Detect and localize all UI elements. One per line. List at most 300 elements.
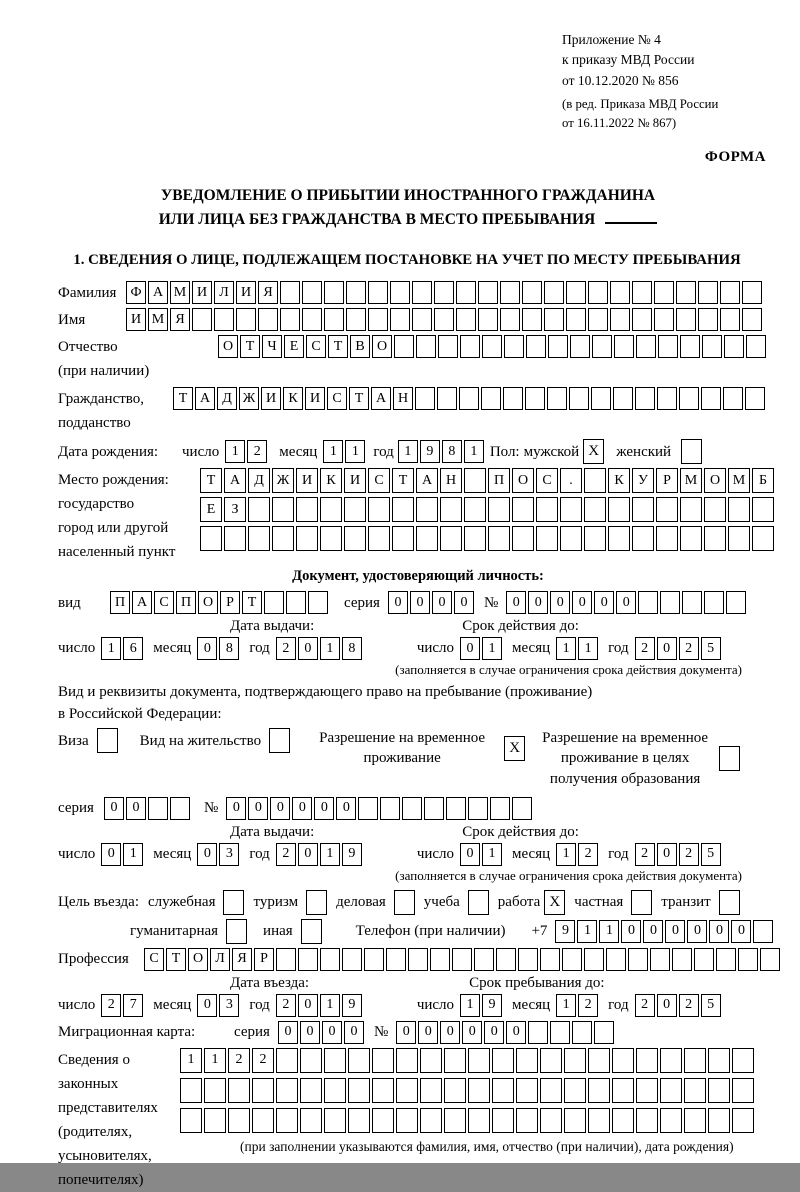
char-box[interactable] bbox=[635, 387, 655, 410]
char-box[interactable] bbox=[732, 1048, 754, 1073]
char-box[interactable] bbox=[276, 1048, 298, 1073]
char-box[interactable] bbox=[753, 920, 773, 943]
char-box[interactable]: К bbox=[320, 468, 342, 493]
purpose-official-checkbox[interactable] bbox=[223, 890, 244, 915]
char-box[interactable]: О bbox=[704, 468, 726, 493]
char-box[interactable] bbox=[298, 948, 318, 971]
char-box[interactable] bbox=[324, 308, 344, 331]
char-box[interactable] bbox=[324, 281, 344, 304]
char-box[interactable] bbox=[228, 1078, 250, 1103]
char-box[interactable]: А bbox=[148, 281, 168, 304]
char-box[interactable] bbox=[682, 591, 702, 614]
char-box[interactable] bbox=[701, 387, 721, 410]
char-box[interactable] bbox=[364, 948, 384, 971]
char-box[interactable] bbox=[540, 1048, 562, 1073]
char-box[interactable]: С bbox=[327, 387, 347, 410]
char-box[interactable]: Б bbox=[752, 468, 774, 493]
char-box[interactable] bbox=[547, 387, 567, 410]
char-box[interactable]: М bbox=[728, 468, 750, 493]
char-box[interactable]: 2 bbox=[247, 440, 267, 463]
char-box[interactable]: И bbox=[261, 387, 281, 410]
char-box[interactable]: 8 bbox=[342, 637, 362, 660]
char-box[interactable]: И bbox=[344, 468, 366, 493]
char-box[interactable] bbox=[392, 526, 414, 551]
char-box[interactable] bbox=[628, 948, 648, 971]
char-box[interactable]: А bbox=[195, 387, 215, 410]
char-box[interactable] bbox=[672, 948, 692, 971]
char-box[interactable] bbox=[416, 526, 438, 551]
char-box[interactable] bbox=[660, 591, 680, 614]
char-box[interactable] bbox=[638, 591, 658, 614]
char-box[interactable]: 0 bbox=[643, 920, 663, 943]
char-box[interactable] bbox=[264, 591, 284, 614]
char-box[interactable] bbox=[276, 1078, 298, 1103]
char-box[interactable] bbox=[170, 797, 190, 820]
char-box[interactable] bbox=[650, 948, 670, 971]
char-box[interactable] bbox=[548, 335, 568, 358]
char-box[interactable]: Л bbox=[210, 948, 230, 971]
char-box[interactable] bbox=[608, 497, 630, 522]
char-box[interactable]: 0 bbox=[226, 797, 246, 820]
char-box[interactable] bbox=[746, 335, 766, 358]
char-box[interactable]: З bbox=[224, 497, 246, 522]
char-box[interactable]: 0 bbox=[298, 843, 318, 866]
char-box[interactable]: Я bbox=[258, 281, 278, 304]
char-box[interactable]: 0 bbox=[197, 637, 217, 660]
char-box[interactable] bbox=[613, 387, 633, 410]
char-box[interactable]: 2 bbox=[635, 637, 655, 660]
char-box[interactable]: 7 bbox=[123, 994, 143, 1017]
char-box[interactable]: С bbox=[536, 468, 558, 493]
char-box[interactable] bbox=[492, 1048, 514, 1073]
char-box[interactable] bbox=[372, 1108, 394, 1133]
char-box[interactable]: 1 bbox=[482, 637, 502, 660]
char-box[interactable]: И bbox=[236, 281, 256, 304]
char-box[interactable] bbox=[540, 1108, 562, 1133]
char-box[interactable] bbox=[698, 308, 718, 331]
char-box[interactable] bbox=[258, 308, 278, 331]
char-box[interactable]: 0 bbox=[731, 920, 751, 943]
char-box[interactable] bbox=[676, 281, 696, 304]
char-box[interactable]: 0 bbox=[657, 994, 677, 1017]
char-box[interactable] bbox=[632, 526, 654, 551]
char-box[interactable] bbox=[724, 335, 744, 358]
char-box[interactable]: 3 bbox=[219, 843, 239, 866]
char-box[interactable]: 6 bbox=[123, 637, 143, 660]
char-box[interactable]: 1 bbox=[123, 843, 143, 866]
char-box[interactable]: 0 bbox=[550, 591, 570, 614]
char-box[interactable]: 0 bbox=[484, 1021, 504, 1044]
char-box[interactable] bbox=[612, 1078, 634, 1103]
char-box[interactable]: 9 bbox=[555, 920, 575, 943]
char-box[interactable] bbox=[492, 1108, 514, 1133]
char-box[interactable] bbox=[742, 281, 762, 304]
char-box[interactable]: 0 bbox=[460, 843, 480, 866]
char-box[interactable] bbox=[192, 308, 212, 331]
char-box[interactable]: М bbox=[170, 281, 190, 304]
char-box[interactable] bbox=[512, 797, 532, 820]
char-box[interactable]: Ж bbox=[239, 387, 259, 410]
char-box[interactable]: С bbox=[306, 335, 326, 358]
char-box[interactable] bbox=[440, 526, 462, 551]
char-box[interactable] bbox=[412, 308, 432, 331]
char-box[interactable] bbox=[560, 497, 582, 522]
char-box[interactable] bbox=[684, 1108, 706, 1133]
char-box[interactable]: 1 bbox=[180, 1048, 202, 1073]
char-box[interactable] bbox=[424, 797, 444, 820]
char-box[interactable] bbox=[500, 281, 520, 304]
char-box[interactable] bbox=[564, 1078, 586, 1103]
char-box[interactable] bbox=[412, 281, 432, 304]
char-box[interactable]: 2 bbox=[228, 1048, 250, 1073]
char-box[interactable] bbox=[286, 591, 306, 614]
char-box[interactable] bbox=[490, 797, 510, 820]
char-box[interactable] bbox=[444, 1048, 466, 1073]
char-box[interactable] bbox=[562, 948, 582, 971]
purpose-study-checkbox[interactable] bbox=[468, 890, 489, 915]
char-box[interactable] bbox=[481, 387, 501, 410]
char-box[interactable]: П bbox=[176, 591, 196, 614]
char-box[interactable]: И bbox=[126, 308, 146, 331]
char-box[interactable]: А bbox=[224, 468, 246, 493]
char-box[interactable]: А bbox=[416, 468, 438, 493]
purpose-work-checkbox[interactable]: X bbox=[544, 890, 565, 915]
char-box[interactable] bbox=[276, 1108, 298, 1133]
char-box[interactable]: 0 bbox=[432, 591, 452, 614]
char-box[interactable]: 0 bbox=[657, 637, 677, 660]
char-box[interactable] bbox=[550, 1021, 570, 1044]
char-box[interactable] bbox=[564, 1108, 586, 1133]
char-box[interactable] bbox=[676, 308, 696, 331]
char-box[interactable] bbox=[569, 387, 589, 410]
char-box[interactable] bbox=[348, 1078, 370, 1103]
char-box[interactable]: 2 bbox=[578, 843, 598, 866]
char-box[interactable] bbox=[610, 281, 630, 304]
char-box[interactable]: 0 bbox=[298, 637, 318, 660]
char-box[interactable] bbox=[528, 1021, 548, 1044]
char-box[interactable] bbox=[437, 387, 457, 410]
char-box[interactable]: Я bbox=[232, 948, 252, 971]
char-box[interactable] bbox=[680, 335, 700, 358]
char-box[interactable] bbox=[584, 497, 606, 522]
char-box[interactable] bbox=[745, 387, 765, 410]
char-box[interactable] bbox=[148, 797, 168, 820]
char-box[interactable] bbox=[732, 1108, 754, 1133]
char-box[interactable] bbox=[346, 308, 366, 331]
purpose-humanitarian-checkbox[interactable] bbox=[226, 919, 247, 944]
char-box[interactable] bbox=[588, 1048, 610, 1073]
char-box[interactable] bbox=[324, 1048, 346, 1073]
char-box[interactable] bbox=[416, 497, 438, 522]
char-box[interactable]: 0 bbox=[418, 1021, 438, 1044]
char-box[interactable] bbox=[464, 468, 486, 493]
char-box[interactable] bbox=[372, 1078, 394, 1103]
char-box[interactable]: 2 bbox=[276, 994, 296, 1017]
char-box[interactable] bbox=[444, 1078, 466, 1103]
char-box[interactable] bbox=[742, 308, 762, 331]
char-box[interactable]: В bbox=[350, 335, 370, 358]
char-box[interactable] bbox=[348, 1048, 370, 1073]
char-box[interactable] bbox=[492, 1078, 514, 1103]
char-box[interactable] bbox=[252, 1108, 274, 1133]
char-box[interactable] bbox=[660, 1048, 682, 1073]
char-box[interactable] bbox=[588, 281, 608, 304]
char-box[interactable]: Т bbox=[173, 387, 193, 410]
char-box[interactable] bbox=[679, 387, 699, 410]
char-box[interactable]: 0 bbox=[336, 797, 356, 820]
char-box[interactable] bbox=[732, 1078, 754, 1103]
char-box[interactable]: 1 bbox=[460, 994, 480, 1017]
char-box[interactable] bbox=[468, 1078, 490, 1103]
char-box[interactable] bbox=[584, 468, 606, 493]
char-box[interactable] bbox=[588, 1108, 610, 1133]
char-box[interactable]: 1 bbox=[599, 920, 619, 943]
char-box[interactable] bbox=[522, 308, 542, 331]
temp-residence-checkbox[interactable]: X bbox=[504, 736, 525, 761]
char-box[interactable]: 1 bbox=[577, 920, 597, 943]
char-box[interactable] bbox=[723, 387, 743, 410]
char-box[interactable] bbox=[656, 526, 678, 551]
char-box[interactable] bbox=[416, 335, 436, 358]
char-box[interactable]: 1 bbox=[482, 843, 502, 866]
char-box[interactable] bbox=[200, 526, 222, 551]
gender-male-checkbox[interactable]: X bbox=[583, 439, 604, 464]
char-box[interactable]: Я bbox=[170, 308, 190, 331]
char-box[interactable] bbox=[708, 1048, 730, 1073]
char-box[interactable]: 0 bbox=[528, 591, 548, 614]
char-box[interactable]: 1 bbox=[320, 843, 340, 866]
char-box[interactable] bbox=[564, 1048, 586, 1073]
char-box[interactable] bbox=[614, 335, 634, 358]
char-box[interactable]: 0 bbox=[197, 994, 217, 1017]
char-box[interactable] bbox=[408, 948, 428, 971]
char-box[interactable] bbox=[592, 335, 612, 358]
char-box[interactable] bbox=[504, 335, 524, 358]
char-box[interactable] bbox=[525, 387, 545, 410]
char-box[interactable] bbox=[346, 281, 366, 304]
char-box[interactable] bbox=[588, 308, 608, 331]
char-box[interactable] bbox=[280, 308, 300, 331]
char-box[interactable]: 8 bbox=[442, 440, 462, 463]
char-box[interactable]: 0 bbox=[344, 1021, 364, 1044]
char-box[interactable] bbox=[572, 1021, 592, 1044]
char-box[interactable]: 0 bbox=[687, 920, 707, 943]
char-box[interactable] bbox=[320, 526, 342, 551]
char-box[interactable]: 1 bbox=[225, 440, 245, 463]
char-box[interactable] bbox=[204, 1078, 226, 1103]
char-box[interactable] bbox=[704, 526, 726, 551]
char-box[interactable]: Л bbox=[214, 281, 234, 304]
char-box[interactable]: 9 bbox=[342, 843, 362, 866]
char-box[interactable]: П bbox=[488, 468, 510, 493]
char-box[interactable] bbox=[704, 497, 726, 522]
char-box[interactable]: 0 bbox=[197, 843, 217, 866]
char-box[interactable]: Т bbox=[349, 387, 369, 410]
char-box[interactable] bbox=[566, 308, 586, 331]
char-box[interactable] bbox=[420, 1048, 442, 1073]
char-box[interactable]: О bbox=[188, 948, 208, 971]
char-box[interactable] bbox=[482, 335, 502, 358]
char-box[interactable] bbox=[560, 526, 582, 551]
char-box[interactable] bbox=[570, 335, 590, 358]
char-box[interactable] bbox=[512, 526, 534, 551]
char-box[interactable] bbox=[415, 387, 435, 410]
visa-checkbox[interactable] bbox=[97, 728, 118, 753]
char-box[interactable] bbox=[368, 308, 388, 331]
char-box[interactable] bbox=[446, 797, 466, 820]
char-box[interactable]: 0 bbox=[322, 1021, 342, 1044]
char-box[interactable]: 1 bbox=[204, 1048, 226, 1073]
char-box[interactable] bbox=[584, 526, 606, 551]
char-box[interactable] bbox=[342, 948, 362, 971]
char-box[interactable] bbox=[632, 281, 652, 304]
char-box[interactable] bbox=[468, 797, 488, 820]
char-box[interactable]: 9 bbox=[342, 994, 362, 1017]
char-box[interactable] bbox=[302, 308, 322, 331]
char-box[interactable] bbox=[296, 497, 318, 522]
char-box[interactable] bbox=[654, 281, 674, 304]
char-box[interactable] bbox=[496, 948, 516, 971]
char-box[interactable]: 1 bbox=[323, 440, 343, 463]
char-box[interactable]: С bbox=[154, 591, 174, 614]
char-box[interactable] bbox=[456, 308, 476, 331]
char-box[interactable] bbox=[612, 1108, 634, 1133]
char-box[interactable]: Р bbox=[254, 948, 274, 971]
char-box[interactable] bbox=[594, 1021, 614, 1044]
char-box[interactable] bbox=[348, 1108, 370, 1133]
char-box[interactable] bbox=[658, 335, 678, 358]
char-box[interactable] bbox=[252, 1078, 274, 1103]
char-box[interactable]: 0 bbox=[270, 797, 290, 820]
char-box[interactable] bbox=[224, 526, 246, 551]
char-box[interactable]: Е bbox=[200, 497, 222, 522]
char-box[interactable] bbox=[544, 281, 564, 304]
char-box[interactable]: 0 bbox=[410, 591, 430, 614]
char-box[interactable]: С bbox=[144, 948, 164, 971]
char-box[interactable]: 0 bbox=[594, 591, 614, 614]
char-box[interactable] bbox=[180, 1108, 202, 1133]
char-box[interactable]: А bbox=[132, 591, 152, 614]
char-box[interactable]: 0 bbox=[440, 1021, 460, 1044]
char-box[interactable] bbox=[468, 1048, 490, 1073]
char-box[interactable] bbox=[488, 497, 510, 522]
char-box[interactable] bbox=[236, 308, 256, 331]
char-box[interactable] bbox=[716, 948, 736, 971]
char-box[interactable]: 0 bbox=[248, 797, 268, 820]
char-box[interactable] bbox=[488, 526, 510, 551]
char-box[interactable] bbox=[500, 308, 520, 331]
char-box[interactable]: . bbox=[560, 468, 582, 493]
char-box[interactable]: 0 bbox=[314, 797, 334, 820]
char-box[interactable] bbox=[612, 1048, 634, 1073]
residence-permit-checkbox[interactable] bbox=[269, 728, 290, 753]
char-box[interactable]: 0 bbox=[292, 797, 312, 820]
char-box[interactable] bbox=[402, 797, 422, 820]
char-box[interactable]: 0 bbox=[101, 843, 121, 866]
char-box[interactable]: Т bbox=[240, 335, 260, 358]
char-box[interactable] bbox=[180, 1078, 202, 1103]
char-box[interactable]: 2 bbox=[679, 637, 699, 660]
char-box[interactable]: И bbox=[192, 281, 212, 304]
char-box[interactable]: О bbox=[512, 468, 534, 493]
char-box[interactable]: О bbox=[198, 591, 218, 614]
char-box[interactable] bbox=[566, 281, 586, 304]
char-box[interactable] bbox=[358, 797, 378, 820]
char-box[interactable] bbox=[522, 281, 542, 304]
char-box[interactable]: 2 bbox=[578, 994, 598, 1017]
char-box[interactable]: Н bbox=[440, 468, 462, 493]
char-box[interactable]: 0 bbox=[572, 591, 592, 614]
char-box[interactable] bbox=[204, 1108, 226, 1133]
char-box[interactable] bbox=[516, 1048, 538, 1073]
char-box[interactable] bbox=[372, 1048, 394, 1073]
char-box[interactable]: 2 bbox=[679, 843, 699, 866]
char-box[interactable] bbox=[720, 308, 740, 331]
char-box[interactable] bbox=[728, 497, 750, 522]
char-box[interactable]: 1 bbox=[398, 440, 418, 463]
char-box[interactable] bbox=[657, 387, 677, 410]
char-box[interactable] bbox=[760, 948, 780, 971]
char-box[interactable]: 5 bbox=[701, 994, 721, 1017]
char-box[interactable]: 2 bbox=[252, 1048, 274, 1073]
char-box[interactable] bbox=[272, 497, 294, 522]
char-box[interactable] bbox=[708, 1108, 730, 1133]
char-box[interactable] bbox=[474, 948, 494, 971]
purpose-tourism-checkbox[interactable] bbox=[306, 890, 327, 915]
char-box[interactable]: 0 bbox=[621, 920, 641, 943]
char-box[interactable] bbox=[660, 1108, 682, 1133]
char-box[interactable] bbox=[478, 281, 498, 304]
char-box[interactable]: П bbox=[110, 591, 130, 614]
char-box[interactable] bbox=[684, 1048, 706, 1073]
char-box[interactable] bbox=[720, 281, 740, 304]
char-box[interactable] bbox=[390, 308, 410, 331]
char-box[interactable]: Д bbox=[248, 468, 270, 493]
char-box[interactable] bbox=[526, 335, 546, 358]
char-box[interactable] bbox=[296, 526, 318, 551]
char-box[interactable]: Н bbox=[393, 387, 413, 410]
char-box[interactable]: Ж bbox=[272, 468, 294, 493]
char-box[interactable] bbox=[654, 308, 674, 331]
char-box[interactable] bbox=[300, 1048, 322, 1073]
char-box[interactable] bbox=[344, 526, 366, 551]
char-box[interactable]: 0 bbox=[506, 591, 526, 614]
char-box[interactable] bbox=[636, 335, 656, 358]
char-box[interactable]: 0 bbox=[506, 1021, 526, 1044]
char-box[interactable]: 0 bbox=[657, 843, 677, 866]
char-box[interactable] bbox=[728, 526, 750, 551]
char-box[interactable] bbox=[392, 497, 414, 522]
char-box[interactable] bbox=[632, 308, 652, 331]
char-box[interactable] bbox=[248, 497, 270, 522]
char-box[interactable]: 1 bbox=[345, 440, 365, 463]
char-box[interactable] bbox=[464, 526, 486, 551]
char-box[interactable]: 9 bbox=[482, 994, 502, 1017]
char-box[interactable] bbox=[228, 1108, 250, 1133]
char-box[interactable] bbox=[636, 1078, 658, 1103]
char-box[interactable] bbox=[434, 281, 454, 304]
char-box[interactable]: Р bbox=[656, 468, 678, 493]
purpose-transit-checkbox[interactable] bbox=[719, 890, 740, 915]
char-box[interactable]: 1 bbox=[578, 637, 598, 660]
char-box[interactable]: 1 bbox=[556, 994, 576, 1017]
char-box[interactable]: 8 bbox=[219, 637, 239, 660]
char-box[interactable] bbox=[536, 497, 558, 522]
char-box[interactable] bbox=[344, 497, 366, 522]
char-box[interactable] bbox=[368, 497, 390, 522]
char-box[interactable] bbox=[438, 335, 458, 358]
char-box[interactable]: 1 bbox=[101, 637, 121, 660]
